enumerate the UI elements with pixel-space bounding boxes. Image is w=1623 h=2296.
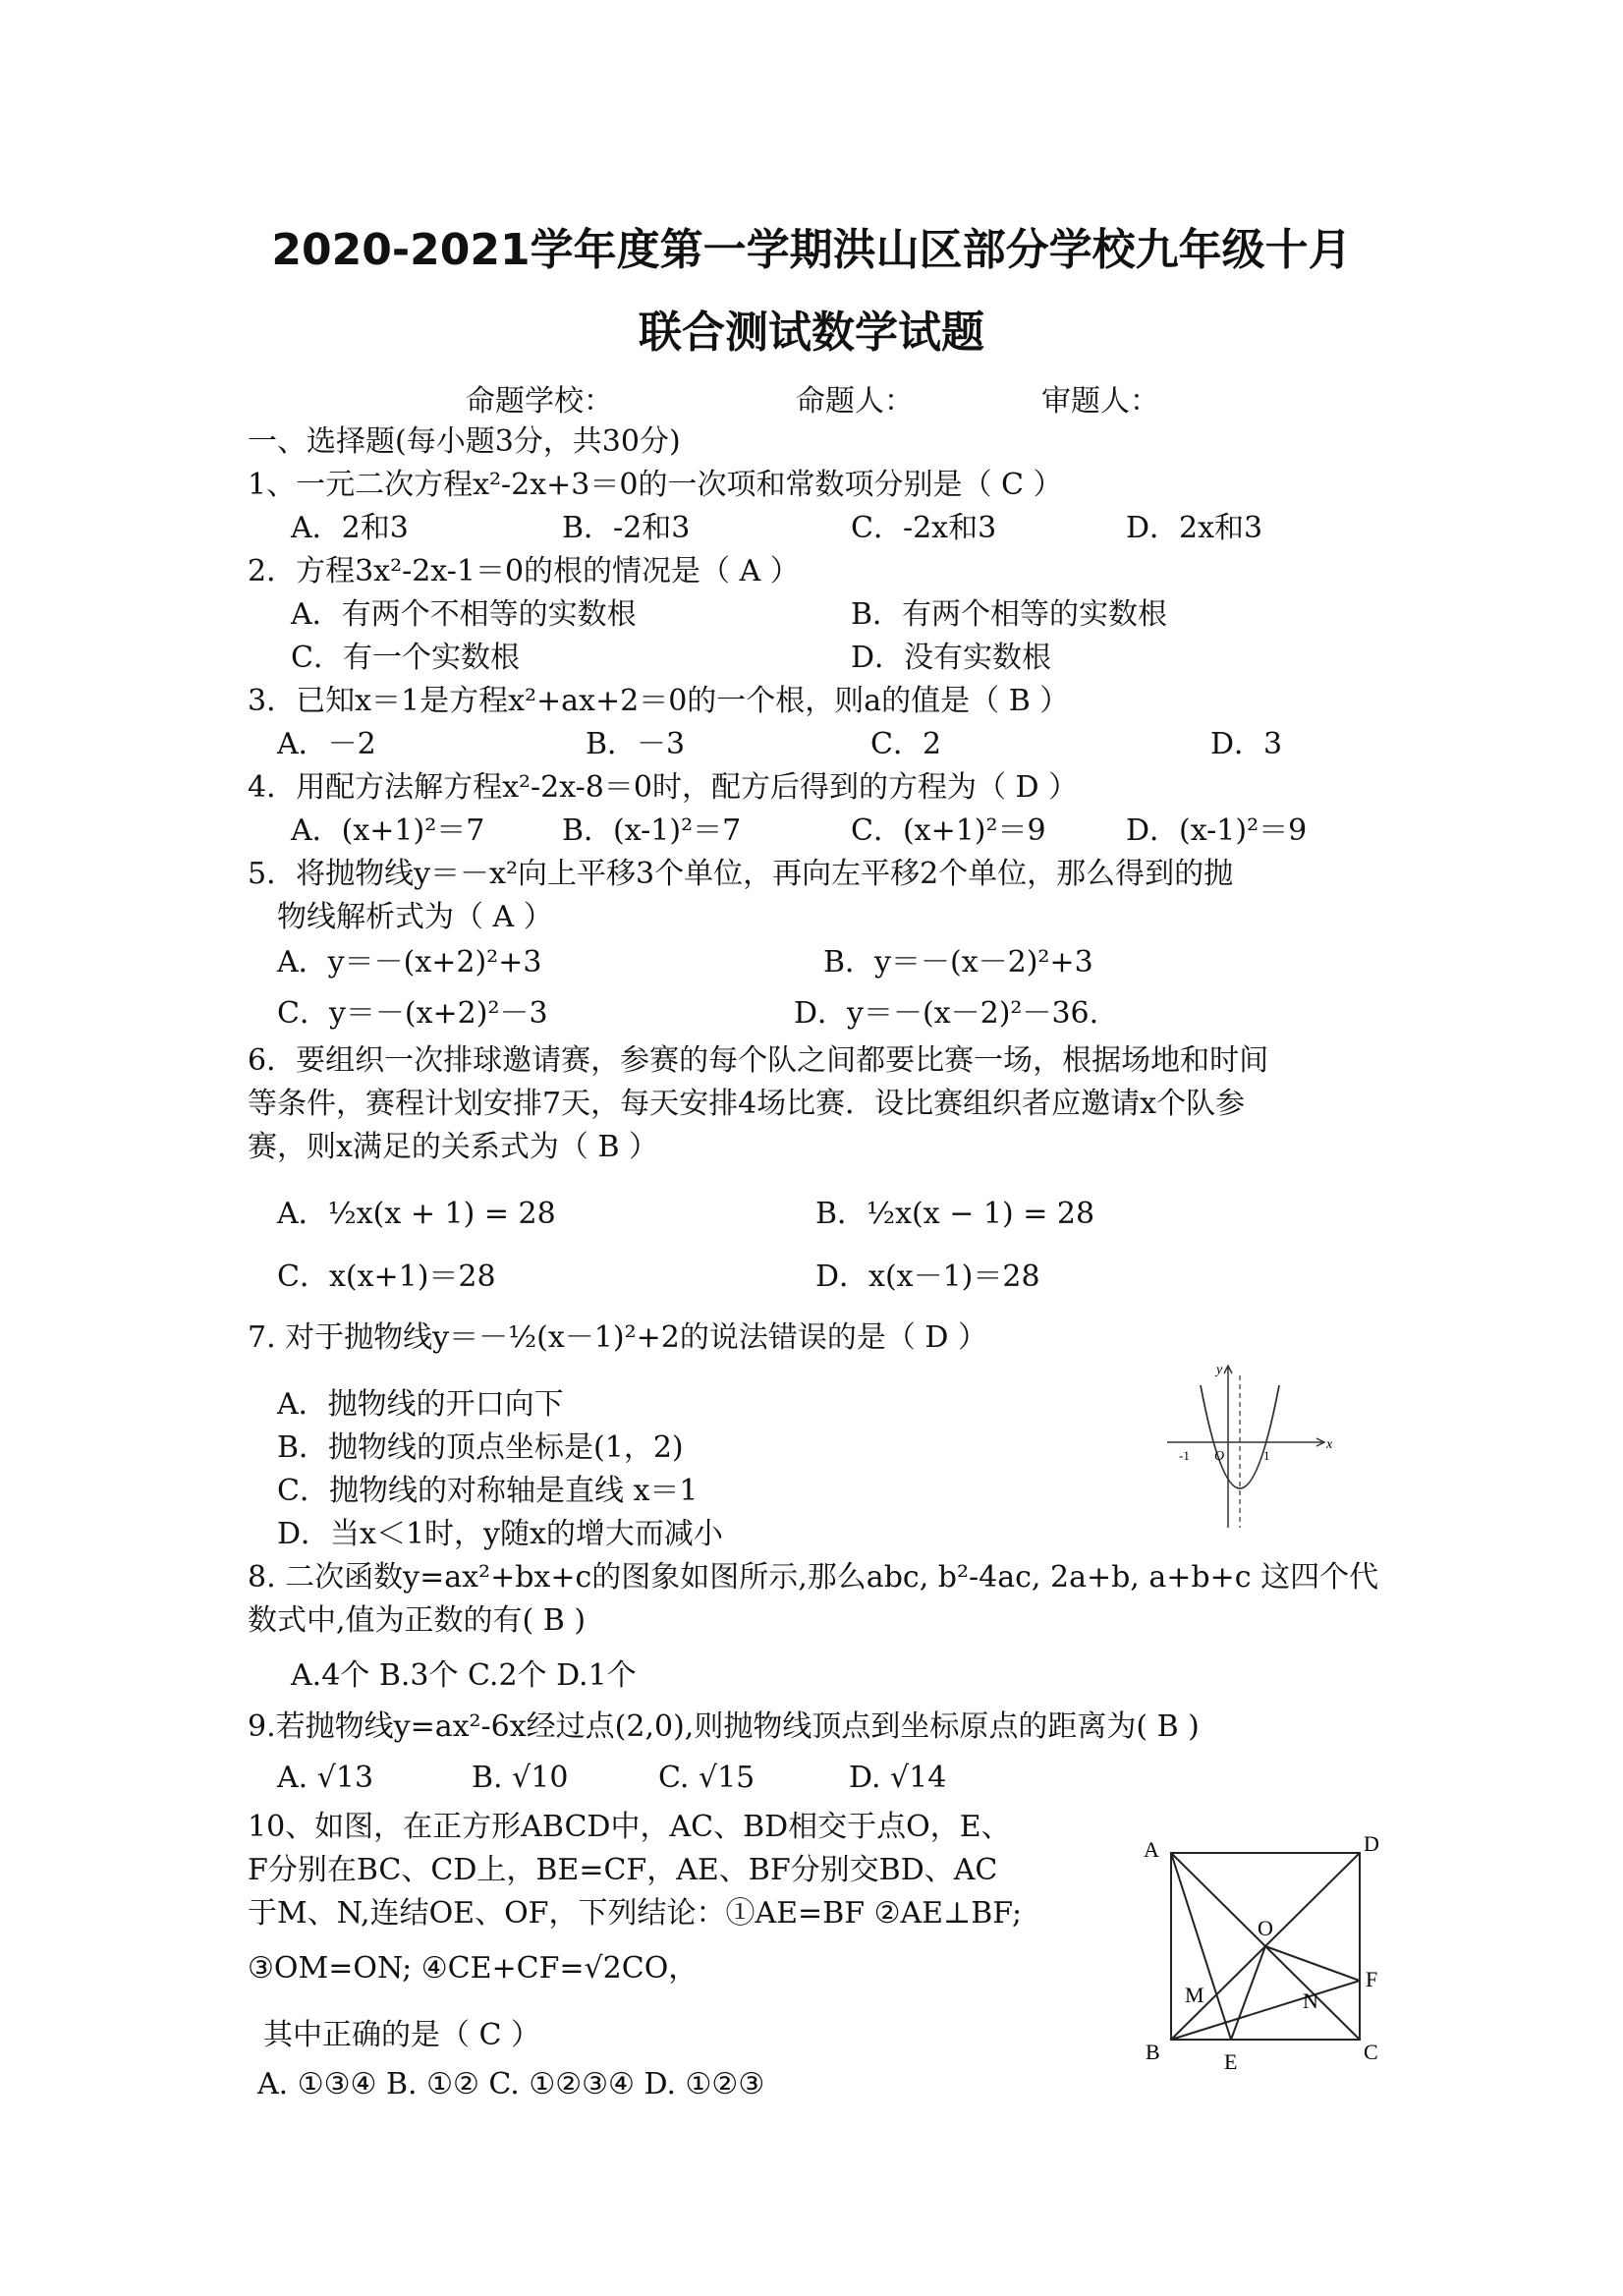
question-10-line1: 10、如图，在正方形ABCD中，AC、BD相交于点O，E、 [248,1810,1011,1844]
label-b: B [1146,2040,1160,2064]
question-10-line3: 于M、N,连结OE、OF，下列结论：①AE=BF ②AE⊥BF; [248,1896,1023,1931]
q9-option-a: A. √13 [277,1761,374,1795]
q9-option-d: D. √14 [849,1761,947,1795]
q4-option-d: D．(x-1)²＝9 [1126,813,1308,848]
q8-options: A.4个 B.3个 C.2个 D.1个 [291,1658,637,1693]
q3-option-c: C．2 [870,727,942,761]
meta-author: 命题人： [796,384,914,419]
question-1: 1、一元二次方程x²-2x+3＝0的一次项和常数项分别是（ C ） [248,468,1063,502]
segment-ae [1171,1853,1231,2040]
label-d: D [1364,1831,1379,1856]
q2-option-c: C．有一个实数根 [291,641,520,675]
question-9: 9.若抛物线y=ax²-6x经过点(2,0),则抛物线顶点到坐标原点的距离为( B ) [248,1709,1200,1744]
label-n: N [1303,1988,1318,2013]
meta-school: 命题学校： [466,384,613,419]
question-6-line1: 6．要组织一次排球邀请赛，参赛的每个队之间都要比赛一场，根据场地和时间 [248,1043,1269,1078]
question-10-line5: 其中正确的是（ C ） [263,2018,541,2052]
question-6-line3: 赛，则x满足的关系式为（ B ） [248,1130,659,1164]
label-c: C [1364,2040,1378,2064]
segment-oe [1231,1946,1265,2040]
q4-option-b: B．(x-1)²＝7 [562,813,742,848]
q1-option-d: D．2x和3 [1126,511,1263,545]
q5-option-b: B．y＝－(x－2)²+3 [823,945,1093,980]
label-f: F [1366,1967,1378,1991]
q10-options: A. ①③④ B. ①② C. ①②③④ D. ①②③ [257,2067,765,2101]
q3-option-d: D．3 [1210,727,1283,761]
q9-option-c: C. √15 [658,1761,756,1795]
label-o: O [1258,1916,1273,1940]
q5-option-a: A．y＝－(x+2)²+3 [277,945,542,980]
q2-option-a: A．有两个不相等的实数根 [291,597,637,632]
q4-option-c: C．(x+1)²＝9 [851,813,1046,848]
question-8-line2: 数式中,值为正数的有( B ) [248,1603,587,1638]
q2-option-b: B．有两个相等的实数根 [851,597,1168,632]
question-4: 4．用配方法解方程x²-2x-8＝0时，配方后得到的方程为（ D ） [248,770,1079,805]
q3-option-b: B．－3 [586,727,686,761]
q2-option-d: D．没有实数根 [851,641,1052,675]
question-5-line2: 物线解析式为（ A ） [277,900,553,934]
q4-option-a: A．(x+1)²＝7 [291,813,485,848]
fig1-x-label: x [1326,1437,1333,1452]
question-10-line2: F分别在BC、CD上，BE=CF，AE、BF分别交BD、AC [248,1853,998,1887]
question-7: 7. 对于抛物线y＝－½(x－1)²+2的说法错误的是（ D ） [248,1320,987,1355]
square-figure [1130,1818,1405,2083]
q1-option-a: A．2和3 [291,511,409,545]
q7-option-c: C．抛物线的对称轴是直线 x＝1 [277,1474,699,1508]
fig1-y-label: y [1216,1363,1223,1377]
q1-option-b: B．-2和3 [562,511,691,545]
q9-option-b: B. √10 [472,1761,569,1795]
meta-reviewer: 审题人： [1041,384,1159,419]
fig1-origin-label: O [1214,1449,1225,1464]
q3-option-a: A．－2 [277,727,376,761]
q7-option-a: A．抛物线的开口向下 [277,1387,564,1422]
fig1-neg1-label: -1 [1179,1448,1190,1463]
exam-title-line2: 联合测试数学试题 [639,308,984,358]
q5-option-d: D．y＝－(x－2)²－36. [794,996,1099,1031]
question-6-line2: 等条件，赛程计划安排7天，每天安排4场比赛．设比赛组织者应邀请x个队参 [248,1087,1246,1121]
q6-option-a: A．½x(x + 1) = 28 [277,1197,556,1231]
question-3: 3．已知x＝1是方程x²+ax+2＝0的一个根，则a的值是（ B ） [248,684,1070,718]
segment-of [1265,1946,1360,1981]
section-heading: 一、选择题(每小题3分，共30分) [248,424,681,459]
parabola-figure [1159,1356,1336,1533]
exam-title-line1: 2020-2021学年度第一学期洪山区部分学校九年级十月 [271,225,1352,275]
question-5-line1: 5．将抛物线y＝－x²向上平移3个单位，再向左平移2个单位，那么得到的抛 [248,857,1234,891]
q1-option-c: C．-2x和3 [851,511,997,545]
q7-option-d: D．当x＜1时，y随x的增大而减小 [277,1517,723,1551]
question-8-line1: 8. 二次函数y=ax²+bx+c的图象如图所示,那么abc, b²-4ac, 2a+b, a+b+c 这四个代 [248,1560,1379,1595]
q6-option-c: C．x(x+1)＝28 [277,1260,496,1294]
label-a: A [1144,1837,1159,1862]
q7-option-b: B．抛物线的顶点坐标是(1，2) [277,1430,684,1465]
q6-option-b: B．½x(x − 1) = 28 [815,1197,1095,1231]
question-10-line4: ③OM=ON; ④CE+CF=√2CO， [248,1951,699,1986]
q5-option-c: C．y＝－(x+2)²－3 [277,996,548,1031]
label-e: E [1224,2049,1238,2074]
label-m: M [1185,1983,1204,2007]
fig1-one-label: 1 [1263,1448,1270,1463]
q6-option-d: D．x(x－1)＝28 [815,1260,1040,1294]
question-2: 2．方程3x²-2x-1＝0的根的情况是（ A ） [248,554,800,588]
